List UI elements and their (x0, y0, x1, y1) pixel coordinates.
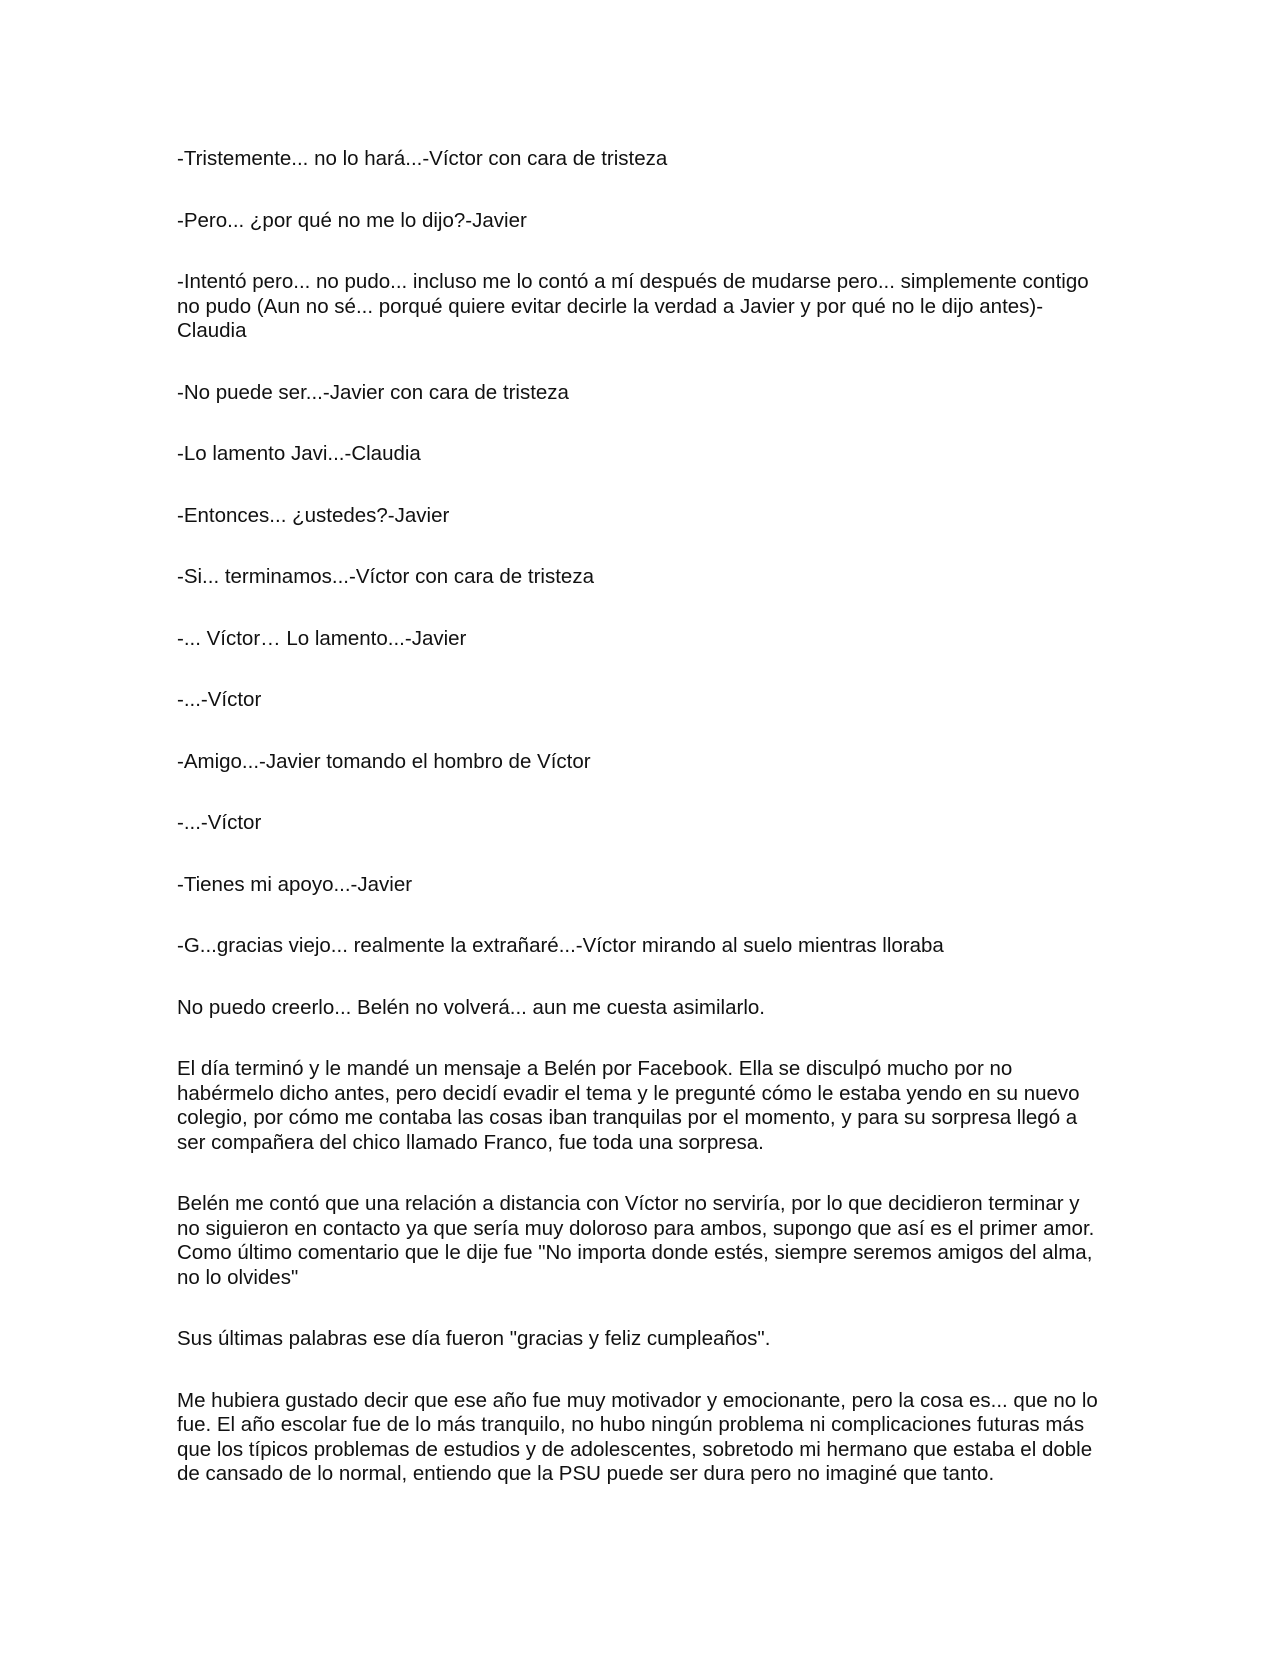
paragraph: Belén me contó que una relación a distancia con Víctor no serviría, por lo que decidieron terminar y no siguieron en contacto ya que sería muy doloroso para ambos, supongo que así es el primer amor. Como último comentario que le dije fue "No importa donde estés, siempre seremos amigos del alma, no lo olvides" (177, 1192, 1095, 1289)
paragraph: -No puede ser...-Javier con cara de tristeza (177, 380, 569, 404)
paragraph: -G...gracias viejo... realmente la extrañaré...-Víctor mirando al suelo mientras lloraba (177, 934, 944, 957)
paragraph: Me hubiera gustado decir que ese año fue muy motivador y emocionante, pero la cosa es... que no lo fue. El año escolar fue de lo más tranquilo, no hubo ningún problema ni complicaciones futuras más que los típicos problemas de estudios y de adolescentes, sobretodo mi hermano que estaba el doble de cansado de lo normal, entiendo que la PSU puede ser dura pero no imaginé que tanto. (177, 1388, 1098, 1485)
paragraph: -... Víctor… Lo lamento...-Javier (177, 626, 467, 650)
paragraph: El día terminó y le mandé un mensaje a Belén por Facebook. Ella se disculpó mucho por no habérmelo dicho antes, pero decidí evadir el tema y le pregunté cómo le estaba yendo en su nuevo colegio, por cómo me contaba las cosas iban tranquilas por el momento, y para su sorpresa llegó a ser compañera del chico llamado Franco, fue toda una sorpresa. (177, 1057, 1080, 1154)
paragraph: -Lo lamento Javi...-Claudia (177, 442, 421, 465)
paragraph: -Si... terminamos...-Víctor con cara de tristeza (177, 565, 594, 588)
paragraph: -...-Víctor (177, 811, 262, 834)
document-body (177, 147, 1107, 1524)
paragraph: -Tienes mi apoyo...-Javier (177, 872, 413, 896)
paragraph: -Tristemente... no lo hará...-Víctor con cara de tristeza (177, 147, 668, 170)
paragraph: -...-Víctor (177, 688, 262, 711)
paragraph: -Intentó pero... no pudo... incluso me lo contó a mí después de mudarse pero... simplemente contigo no pudo (Aun no sé... porqué quiere evitar decirle la verdad a Javier y por qué no le dijo antes)-Claudia (177, 270, 1089, 342)
paragraph: No puedo creerlo... Belén no volverá... aun me cuesta asimilarlo. (177, 995, 765, 1019)
paragraph: -Entonces... ¿ustedes?-Javier (177, 503, 450, 527)
paragraph: -Pero... ¿por qué no me lo dijo?-Javier (177, 208, 527, 232)
paragraph: Sus últimas palabras ese día fueron "gracias y feliz cumpleaños". (177, 1327, 771, 1350)
paragraph: -Amigo...-Javier tomando el hombro de Víctor (177, 749, 591, 773)
